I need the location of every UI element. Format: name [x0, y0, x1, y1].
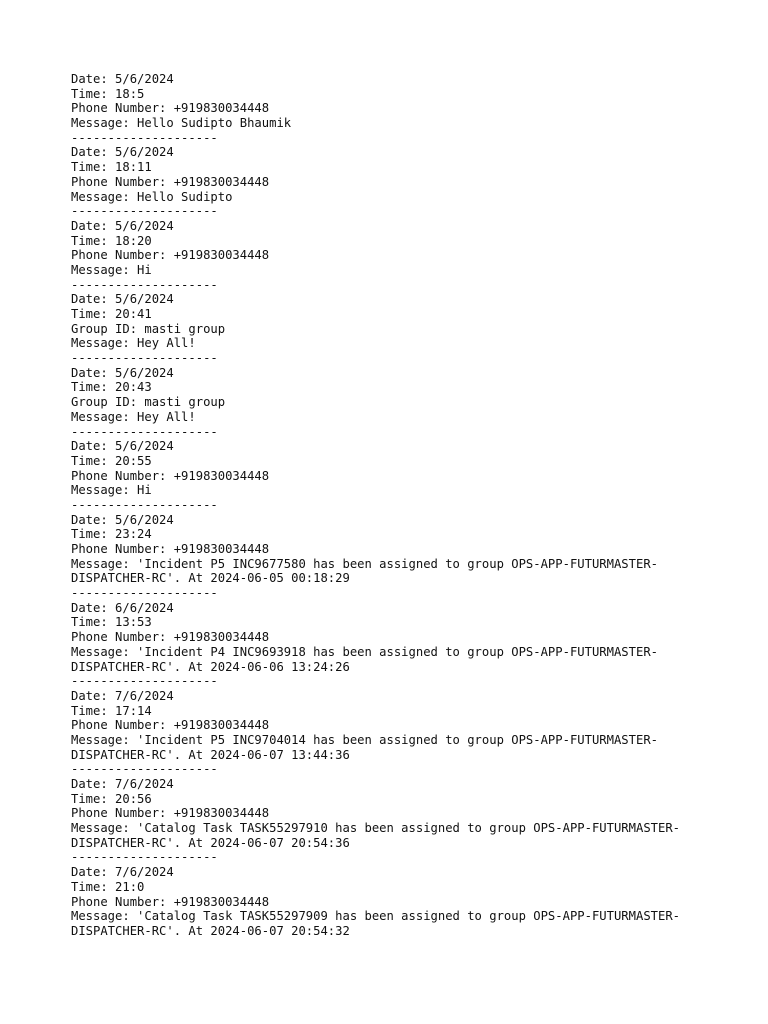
entry-contact: Group ID: masti group [71, 395, 226, 410]
entry-time: Time: 20:55 [71, 453, 152, 468]
entry-message-line: DISPATCHER-RC'. At 2024-06-05 00:18:29 [71, 571, 350, 586]
entry-message-line: DISPATCHER-RC'. At 2024-06-06 13:24:26 [71, 659, 350, 674]
entry-date: Date: 5/6/2024 [71, 72, 174, 86]
log-entry [71, 72, 751, 145]
log-entry [71, 513, 751, 601]
entry-message-line: DISPATCHER-RC'. At 2024-06-07 20:54:32 [71, 923, 350, 938]
entry-time: Time: 23:24 [71, 527, 152, 542]
entry-time: Time: 20:43 [71, 380, 152, 395]
entry-time: Time: 20:56 [71, 791, 152, 806]
log-entry [71, 865, 751, 938]
entry-date: Date: 7/6/2024 [71, 688, 174, 703]
entry-message-line: Message: Hey All! [71, 336, 196, 351]
entry-date: Date: 5/6/2024 [71, 218, 174, 233]
entry-message-line: Message: Hey All! [71, 409, 196, 424]
entry-separator: -------------------- [71, 762, 218, 777]
entry-separator: -------------------- [71, 130, 218, 145]
log-entry [71, 145, 751, 218]
entry-separator: -------------------- [71, 586, 218, 601]
entry-time: Time: 13:53 [71, 615, 152, 630]
log-entry [71, 439, 751, 512]
entry-contact: Phone Number: +919830034448 [71, 894, 270, 909]
message-log [71, 72, 751, 939]
entry-contact: Phone Number: +919830034448 [71, 630, 270, 645]
entry-date: Date: 5/6/2024 [71, 512, 174, 527]
entry-separator: -------------------- [71, 497, 218, 512]
log-entry [71, 689, 751, 777]
entry-date: Date: 5/6/2024 [71, 292, 174, 307]
entry-separator: -------------------- [71, 351, 218, 366]
entry-time: Time: 18:11 [71, 160, 152, 175]
entry-time: Time: 17:14 [71, 703, 152, 718]
log-entry [71, 292, 751, 365]
entry-date: Date: 5/6/2024 [71, 439, 174, 454]
entry-separator: -------------------- [71, 277, 218, 292]
entry-message-line: Message: Hi [71, 262, 152, 277]
entry-date: Date: 5/6/2024 [71, 365, 174, 380]
entry-message-line: DISPATCHER-RC'. At 2024-06-07 13:44:36 [71, 747, 350, 762]
log-entry [71, 219, 751, 292]
entry-contact: Phone Number: +919830034448 [71, 542, 270, 556]
entry-separator: -------------------- [71, 204, 218, 219]
entry-message-line: Message: Hi [71, 483, 152, 498]
entry-date: Date: 5/6/2024 [71, 145, 174, 160]
entry-message-line: Message: 'Catalog Task TASK55297909 has been assigned to group OPS-APP-FUTURMASTER- [71, 909, 681, 924]
entry-contact: Phone Number: +919830034448 [71, 101, 270, 116]
entry-time: Time: 18:5 [71, 86, 145, 101]
entry-message-line: Message: Hello Sudipto Bhaumik [71, 116, 292, 131]
entry-time: Time: 20:41 [71, 307, 152, 321]
entry-message-line: Message: 'Catalog Task TASK55297910 has been assigned to group OPS-APP-FUTURMASTER- [71, 821, 681, 836]
entry-date: Date: 7/6/2024 [71, 777, 174, 791]
entry-separator: -------------------- [71, 424, 218, 439]
entry-message-line: Message: 'Incident P4 INC9693918 has been assigned to group OPS-APP-FUTURMASTER- [71, 644, 658, 659]
log-entry [71, 601, 751, 689]
entry-date: Date: 6/6/2024 [71, 600, 174, 615]
entry-contact: Phone Number: +919830034448 [71, 718, 270, 733]
entry-message-line: Message: 'Incident P5 INC9704014 has been assigned to group OPS-APP-FUTURMASTER- [71, 732, 658, 747]
entry-message-line: DISPATCHER-RC'. At 2024-06-07 20:54:36 [71, 835, 350, 850]
entry-time: Time: 18:20 [71, 233, 152, 248]
entry-message-line: Message: Hello Sudipto [71, 189, 233, 204]
entry-contact: Phone Number: +919830034448 [71, 806, 270, 821]
entry-message-line: Message: 'Incident P5 INC9677580 has been assigned to group OPS-APP-FUTURMASTER- [71, 556, 658, 571]
entry-contact: Group ID: masti group [71, 321, 226, 336]
entry-separator: -------------------- [71, 674, 218, 689]
log-entry [71, 366, 751, 439]
entry-contact: Phone Number: +919830034448 [71, 174, 270, 189]
entry-time: Time: 21:0 [71, 879, 145, 894]
log-entry [71, 777, 751, 865]
entry-separator: -------------------- [71, 850, 218, 865]
entry-date: Date: 7/6/2024 [71, 865, 174, 880]
entry-contact: Phone Number: +919830034448 [71, 468, 270, 483]
entry-contact: Phone Number: +919830034448 [71, 248, 270, 263]
